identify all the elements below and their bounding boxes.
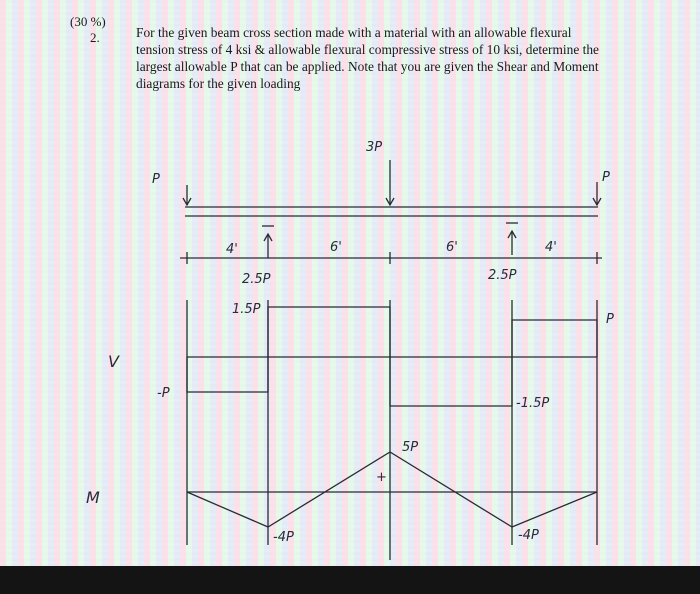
shear-value-1: -P [157, 386, 170, 401]
load-label-mid: 3P [366, 140, 383, 155]
load-label-right: P [602, 170, 610, 185]
span-label-1: 4' [226, 242, 238, 257]
shear-value-3: -1.5P [516, 396, 550, 411]
moment-value-mid: 5P [402, 440, 419, 455]
problem-points: (30 %) [70, 14, 106, 29]
span-label-4: 4' [545, 240, 557, 255]
shear-axis-label: V [108, 352, 119, 371]
span-label-3: 6' [446, 240, 458, 255]
moment-value-left: -4P [273, 530, 294, 545]
load-label-left: P [152, 172, 160, 187]
bottom-bar [0, 566, 700, 594]
problem-number: 2. [90, 30, 100, 45]
shear-value-2: 1.5P [232, 302, 261, 317]
shear-value-4: P [606, 312, 614, 327]
moment-value-right: -4P [518, 528, 539, 543]
reaction-label-left: 2.5P [242, 272, 271, 287]
moment-plus-sign: + [376, 470, 387, 485]
moment-axis-label: M [86, 488, 100, 507]
problem-statement: For the given beam cross section made with a material with an allowable flexural tension stress of 4 ksi & allowable flexural compressive stress of 10 ksi, determine the largest allowable P that can be applied. Note that you are given the Shear and Moment diagrams for the given loading [136, 25, 599, 91]
span-label-2: 6' [330, 240, 342, 255]
moment-curve [187, 452, 597, 527]
reaction-label-right: 2.5P [488, 268, 517, 283]
